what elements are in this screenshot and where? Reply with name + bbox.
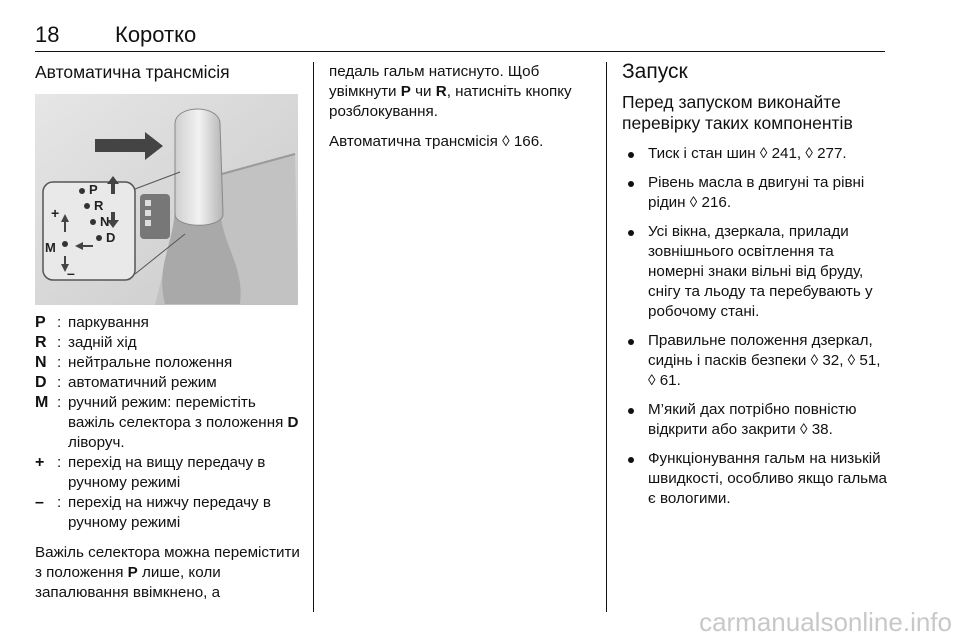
legend-item: M : ручний режим: перемістіть важіль селектора з положення D ліворуч. [35, 394, 299, 451]
legend-key: D [35, 374, 47, 391]
legend-key: M [35, 394, 49, 411]
legend-key: – [35, 494, 44, 511]
legend-item: D : автоматичний режим [35, 373, 303, 393]
legend-key: P [35, 314, 46, 331]
list-item: Функціонування гальм на низькій швидкості, особливо якщо гальма є вологими. [622, 449, 890, 509]
bullet-icon [628, 457, 634, 463]
list-item: Правильне положення дзеркал, сидінь і пасків безпеки ◊ 32, ◊ 51, ◊ 61. [622, 331, 890, 391]
paragraph: Важіль селектора можна перемістити з положення P лише, коли запалювання ввімкнено, а [35, 544, 300, 601]
page-number: 18 [35, 22, 60, 47]
checklist [622, 144, 890, 509]
legend-text: перехід на нижчу передачу в ручному режимі [68, 494, 271, 531]
label-R: R [94, 198, 104, 213]
legend-item: – : перехід на нижчу передачу в ручному режимі [35, 493, 303, 533]
column-divider [313, 62, 314, 612]
legend-key: N [35, 354, 47, 371]
label-plus: + [51, 205, 60, 221]
watermark: carmanualsonline.info [699, 607, 952, 637]
legend-text: нейтральне положення [68, 354, 233, 371]
list-item: Тиск і стан шин ◊ 241, ◊ 277. [622, 144, 890, 164]
page-header [35, 22, 885, 52]
subsection-title: Перед запуском виконайте перевірку таких компонентів [622, 92, 853, 133]
gear-selector-drawing [35, 94, 298, 305]
legend-key: R [35, 334, 47, 351]
label-P: P [89, 182, 98, 197]
label-minus: – [67, 265, 75, 281]
paragraph: педаль гальм натиснуто. Щоб увімкнути P чи R, натисніть кнопку розблокування. [329, 63, 572, 120]
bullet-icon [628, 152, 634, 158]
label-N: N [100, 214, 110, 229]
bullet-icon [628, 181, 634, 187]
right-column [622, 62, 890, 518]
cross-reference[interactable]: Автоматична трансмісія ◊ 166. [329, 133, 544, 150]
legend-item: N : нейтральне положення [35, 353, 303, 373]
legend-item: P : паркування [35, 313, 303, 333]
legend-text: перехід на вищу передачу в ручному режимі [68, 454, 266, 491]
bullet-icon [628, 230, 634, 236]
section-title: Запуск [622, 60, 688, 83]
legend-key: + [35, 454, 45, 471]
section-title: Автоматична трансмісія [35, 62, 230, 82]
legend-tail: ліворуч. [68, 434, 125, 451]
list-item: Рівень масла в двигуні та рівні рідин ◊ 216. [622, 173, 890, 213]
list-item: Усі вікна, дзеркала, прилади зовнішнього освітлення та номерні знаки вільні від бруду, снігу та льоду та перебувають у робочому стані. [622, 222, 890, 322]
bullet-icon [628, 339, 634, 345]
legend-text: автоматичний режим [68, 374, 217, 391]
column-divider [606, 62, 607, 612]
left-column [35, 62, 303, 603]
legend-text: ручний режим: перемістіть важіль селектора з положення [68, 394, 284, 431]
header-section-title: Коротко [115, 22, 197, 47]
middle-column [329, 62, 597, 152]
legend-item: + : перехід на вищу передачу в ручному режимі [35, 453, 303, 493]
gear-selector-illustration [35, 94, 298, 305]
legend-bold-key: D [287, 414, 299, 431]
label-M: M [45, 240, 56, 255]
legend-text: задній хід [68, 334, 137, 351]
list-item: М’який дах потрібно повністю відкрити або закрити ◊ 38. [622, 400, 890, 440]
legend-text: паркування [68, 314, 149, 331]
label-D: D [106, 230, 116, 245]
legend-item: R : задній хід [35, 333, 303, 353]
bullet-icon [628, 408, 634, 414]
legend [35, 313, 303, 533]
